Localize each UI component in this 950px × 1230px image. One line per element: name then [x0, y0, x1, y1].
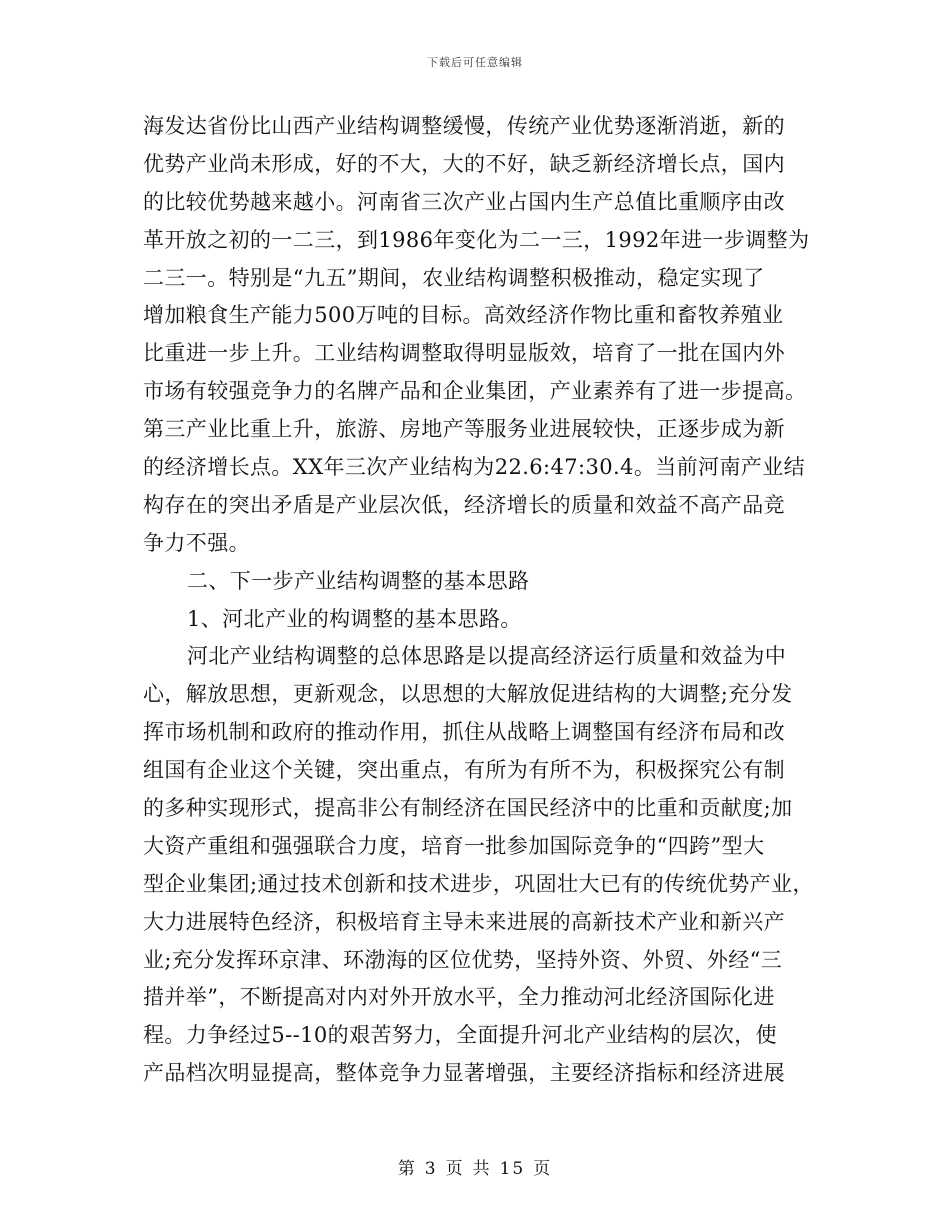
text-line: 增加粮食生产能力500万吨的目标。高效经济作物比重和畜牧养殖业 [143, 303, 784, 328]
text-line: 措并举”，不断提高对内对外开放水平，全力推动河北经济国际化进 [143, 985, 775, 1010]
section-heading: 二、下一步产业结构调整的基本思路 [187, 568, 530, 593]
text-line: 型企业集团;通过技术创新和技术进步，巩固壮大已有的传统优势产业， [143, 871, 814, 896]
text-line: 的比较优势越来越小。河南省三次产业占国内生产总值比重顺序由改 [143, 189, 785, 214]
page-label-suffix: 页 [445, 1159, 465, 1179]
text-line: 争力不强。 [143, 530, 250, 555]
document-body [143, 108, 823, 1093]
text-line: 市场有较强竞争力的名牌产品和企业集团，产业素养有了进一步提高。 [143, 379, 807, 404]
subsection-heading: 1、河北产业的构调整的基本思路。 [187, 606, 522, 631]
text-line: 业;充分发挥环京津、环渤海的区位优势，坚持外资、外贸、外经“三 [143, 947, 783, 972]
text-line: 大资产重组和强强联合力度，培育一批参加国际竞争的“四跨”型大 [143, 833, 765, 858]
text-line: 海发达省份比山西产业结构调整缓慢，传统产业优势逐渐消逝，新的 [143, 114, 785, 138]
page-label: 第 [397, 1159, 417, 1179]
text-line: 构存在的突出矛盾是产业层次低，经济增长的质量和效益不高产品竞 [143, 492, 785, 517]
page-footer [0, 1154, 950, 1179]
text-line: 程。力争经过5--10的艰苦努力，全面提升河北产业结构的层次，使 [143, 1023, 778, 1048]
text-line: 心，解放思想，更新观念，以思想的大解放促进结构的大调整;充分发 [143, 682, 793, 707]
text-line: 组国有企业这个关键，突出重点，有所为有所不为，积极探究公有制 [143, 758, 785, 783]
text-line: 大力进展特色经济，积极培育主导未来进展的高新技术产业和新兴产 [143, 909, 785, 934]
text-line: 产品档次明显提高，整体竞争力显著增强，主要经济指标和经济进展 [143, 1061, 785, 1086]
text-line: 第三产业比重上升，旅游、房地产等服务业进展较快，正逐步成为新 [143, 417, 785, 442]
text-line: 优势产业尚未形成，好的不大，大的不好，缺乏新经济增长点，国内 [143, 151, 785, 176]
current-page-number: 3 [424, 1159, 438, 1179]
text-line: 的经济增长点。XX年三次产业结构为22.6:47:30.4。当前河南产业结 [143, 455, 806, 480]
text-line: 河北产业结构调整的总体思路是以提高经济运行质量和效益为中 [187, 644, 787, 669]
text-line: 的多种实现形式，提高非公有制经济在国民经济中的比重和贡献度;加 [143, 796, 793, 821]
page-header-note: 下载后可任意编辑 [427, 56, 523, 69]
text-line: 比重进一步上升。工业结构调整取得明显版效，培育了一批在国内外 [143, 341, 785, 366]
text-line: 革开放之初的一二三，到1986年变化为二一三，1992年进一步调整为 [143, 227, 810, 252]
text-line: 二三一。特别是“九五”期间，农业结构调整积极推动，稳定实现了 [143, 265, 765, 290]
total-pages-number: 15 [499, 1159, 526, 1179]
total-label-suffix: 页 [533, 1159, 553, 1179]
text-line: 挥市场机制和政府的推动作用，抓住从战略上调整国有经济布局和改 [143, 720, 785, 745]
total-label: 共 [472, 1159, 492, 1179]
